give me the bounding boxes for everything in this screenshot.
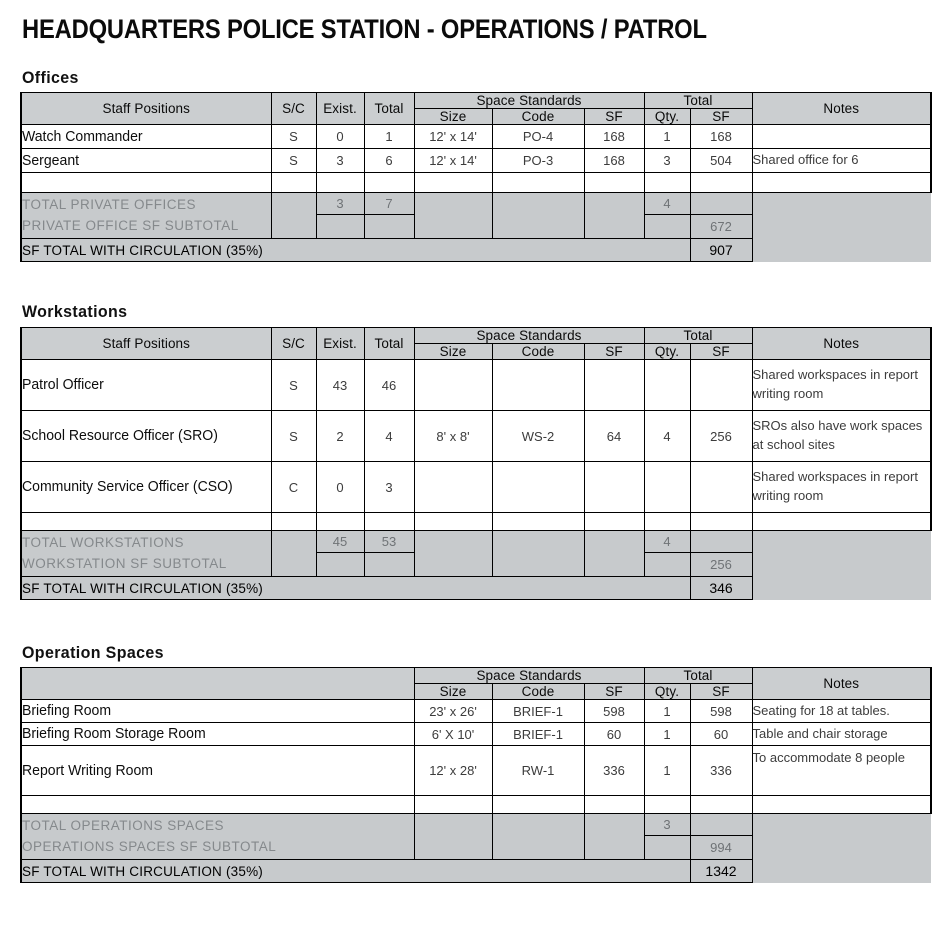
row-sf: 336: [584, 746, 644, 796]
row-notes: [752, 513, 931, 531]
row-exist: [316, 513, 364, 531]
subtotal-total-spacer: [364, 553, 414, 577]
table-row: [21, 723, 931, 746]
row-name: [21, 173, 264, 193]
row-code: [492, 796, 584, 814]
row-total: 46: [364, 360, 414, 411]
row-name: Sergeant: [21, 149, 264, 173]
table-row: [21, 149, 931, 173]
subtotal-total-spacer: [364, 215, 414, 239]
subtotal-size-spacer: [414, 531, 492, 577]
subtotal-sf-value: 672: [690, 215, 752, 239]
row-qty: 1: [644, 125, 690, 149]
header-exist: Exist.: [316, 328, 364, 360]
row-sc: S: [271, 149, 316, 173]
header-space-standards: Space Standards: [414, 93, 644, 109]
header-total: Total: [364, 328, 414, 360]
row-code: [492, 360, 584, 411]
row-name: Report Writing Room: [21, 746, 402, 796]
section-title-workstations: Workstations: [22, 302, 128, 321]
row-code: [492, 462, 584, 513]
subtotal-sf-top-spacer: [690, 531, 752, 553]
row-sc: S: [271, 125, 316, 149]
circulation-label: SF TOTAL WITH CIRCULATION (35%): [21, 239, 690, 262]
subtotal-exist: 45: [316, 531, 364, 553]
header-total-group: Total: [644, 93, 752, 109]
table-row: [21, 513, 931, 531]
header-code: Code: [492, 109, 584, 125]
row-name: School Resource Officer (SRO): [21, 411, 264, 462]
row-name: Watch Commander: [21, 125, 264, 149]
row-total: [364, 513, 414, 531]
header-staff-positions: Staff Positions: [21, 328, 271, 360]
row-total-sf: 168: [690, 125, 752, 149]
row-code: [492, 513, 584, 531]
subtotal-code-spacer: [492, 193, 584, 239]
row-exist: 0: [316, 125, 364, 149]
row-exist: [316, 173, 364, 193]
row-size: 23' x 26': [414, 700, 492, 723]
subtotal-notes-blank: [752, 814, 931, 883]
subtotal-labels: [21, 814, 414, 860]
row-total-sf: [690, 360, 752, 411]
table-row: [21, 125, 931, 149]
subtotal-qty-spacer: [644, 553, 690, 577]
header-space-standards: Space Standards: [414, 668, 644, 684]
row-notes: To accommodate 8 people: [752, 746, 931, 796]
subtotal-total: 7: [364, 193, 414, 215]
subtotal-sc-spacer: [271, 531, 316, 577]
section-title-offices: Offices: [22, 68, 79, 87]
row-notes: [752, 796, 931, 814]
row-total: 4: [364, 411, 414, 462]
row-sf: 64: [584, 411, 644, 462]
row-exist: 2: [316, 411, 364, 462]
header-sc: S/C: [271, 328, 316, 360]
row-total-sf: 256: [690, 411, 752, 462]
table-row: [21, 462, 931, 513]
header-size: Size: [414, 109, 492, 125]
row-code: [492, 173, 584, 193]
row-name: [21, 513, 264, 531]
subtotal-qty: 3: [644, 814, 690, 836]
row-size: 8' x 8': [414, 411, 492, 462]
row-size: 12' x 14': [414, 149, 492, 173]
row-notes: Table and chair storage: [752, 723, 931, 746]
subtotal-exist: 3: [316, 193, 364, 215]
row-code: PO-3: [492, 149, 584, 173]
header-notes: Notes: [752, 93, 931, 125]
table-row: [21, 700, 931, 723]
row-notes: Shared workspaces in report writing room: [752, 462, 931, 513]
row-name: Briefing Room: [21, 700, 402, 723]
subtotal-row-count: [21, 193, 931, 215]
workstations-header-row-1: [21, 328, 931, 344]
row-size: [414, 360, 492, 411]
page-title: HEADQUARTERS POLICE STATION - OPERATIONS / PATROL: [22, 14, 707, 44]
row-size: [414, 173, 492, 193]
table-row: [21, 360, 931, 411]
row-notes: SROs also have work spaces at school sites: [752, 411, 931, 462]
row-total-sf: 504: [690, 149, 752, 173]
row-total-sf: [690, 796, 752, 814]
row-notes: [752, 125, 931, 149]
circulation-value: 1342: [690, 860, 752, 883]
row-name: Patrol Officer: [21, 360, 264, 411]
row-size: [414, 796, 492, 814]
row-code: PO-4: [492, 125, 584, 149]
header-exist: Exist.: [316, 93, 364, 125]
subtotal-qty-spacer: [644, 836, 690, 860]
row-code: BRIEF-1: [492, 723, 584, 746]
subtotal-row-count: [21, 531, 931, 553]
row-name: [21, 796, 402, 814]
row-notes: [752, 173, 931, 193]
row-sf: [584, 513, 644, 531]
subtotal-sf-spacer: [584, 814, 644, 860]
header-total-sf: SF: [690, 109, 752, 125]
subtotal-code-spacer: [492, 531, 584, 577]
subtotal-exist-spacer: [316, 553, 364, 577]
subtotal-labels: [21, 193, 271, 239]
row-size: [414, 513, 492, 531]
row-total: [364, 173, 414, 193]
offices-table: [20, 92, 932, 262]
subtotal-sf-label: OPERATIONS SPACES SF SUBTOTAL: [22, 838, 277, 854]
header-total-sf: SF: [690, 344, 752, 360]
row-name: Briefing Room Storage Room: [21, 723, 402, 746]
row-sf: [584, 173, 644, 193]
row-sc: [271, 513, 316, 531]
row-sf: [584, 796, 644, 814]
header-staff-positions: Staff Positions: [21, 93, 271, 125]
subtotal-row-count: [21, 814, 931, 836]
subtotal-exist-spacer: [316, 215, 364, 239]
row-exist: 3: [316, 149, 364, 173]
table-row: [21, 796, 931, 814]
header-sc: S/C: [271, 93, 316, 125]
row-sf: 168: [584, 149, 644, 173]
subtotal-count-label: TOTAL WORKSTATIONS: [22, 534, 185, 550]
row-total-sf: 60: [690, 723, 752, 746]
row-size: 12' x 28': [414, 746, 492, 796]
header-qty: Qty.: [644, 109, 690, 125]
header-first-col: [21, 668, 414, 700]
subtotal-labels: [21, 531, 271, 577]
subtotal-sf-spacer: [584, 193, 644, 239]
operation-spaces-header-row-1: [21, 668, 931, 684]
header-notes: Notes: [752, 328, 931, 360]
row-sc: [271, 173, 316, 193]
circulation-value: 907: [690, 239, 752, 262]
row-total-sf: [690, 173, 752, 193]
subtotal-qty: 4: [644, 193, 690, 215]
row-qty: 4: [644, 411, 690, 462]
circulation-value: 346: [690, 577, 752, 600]
subtotal-size-spacer: [414, 814, 492, 860]
circulation-label: SF TOTAL WITH CIRCULATION (35%): [21, 860, 690, 883]
row-qty: [644, 360, 690, 411]
subtotal-total: 53: [364, 531, 414, 553]
row-total: 6: [364, 149, 414, 173]
subtotal-sf-label: PRIVATE OFFICE SF SUBTOTAL: [22, 217, 239, 233]
row-sc: C: [271, 462, 316, 513]
offices-header-row-1: [21, 93, 931, 109]
row-qty: 1: [644, 746, 690, 796]
row-code: WS-2: [492, 411, 584, 462]
subtotal-sf-value: 994: [690, 836, 752, 860]
subtotal-notes-blank: [752, 193, 931, 262]
table-row: [21, 411, 931, 462]
subtotal-sf-spacer: [584, 531, 644, 577]
header-sf: SF: [584, 344, 644, 360]
row-qty: [644, 513, 690, 531]
header-sf: SF: [584, 109, 644, 125]
row-notes: Seating for 18 at tables.: [752, 700, 931, 723]
row-qty: [644, 796, 690, 814]
subtotal-count-label: TOTAL PRIVATE OFFICES: [22, 196, 197, 212]
row-sc: S: [271, 411, 316, 462]
header-code: Code: [492, 344, 584, 360]
row-notes: Shared workspaces in report writing room: [752, 360, 931, 411]
row-size: 12' x 14': [414, 125, 492, 149]
subtotal-qty: 4: [644, 531, 690, 553]
row-total-sf: [690, 462, 752, 513]
row-total-sf: 336: [690, 746, 752, 796]
row-qty: 1: [644, 700, 690, 723]
header-code: Code: [492, 684, 584, 700]
subtotal-sf-value: 256: [690, 553, 752, 577]
row-qty: 1: [644, 723, 690, 746]
header-notes: Notes: [752, 668, 931, 700]
table-row: [21, 173, 931, 193]
row-exist: 0: [316, 462, 364, 513]
row-sf: 598: [584, 700, 644, 723]
row-qty: [644, 462, 690, 513]
header-qty: Qty.: [644, 344, 690, 360]
row-sf: [584, 360, 644, 411]
row-qty: [644, 173, 690, 193]
subtotal-size-spacer: [414, 193, 492, 239]
operation-spaces-table: [20, 667, 932, 883]
header-size: Size: [414, 684, 492, 700]
row-sf: 60: [584, 723, 644, 746]
header-space-standards: Space Standards: [414, 328, 644, 344]
subtotal-qty-spacer: [644, 215, 690, 239]
row-size: 6' X 10': [414, 723, 492, 746]
row-code: BRIEF-1: [492, 700, 584, 723]
header-total-sf: SF: [690, 684, 752, 700]
workstations-table: [20, 327, 932, 600]
subtotal-code-spacer: [492, 814, 584, 860]
row-name: Community Service Officer (CSO): [21, 462, 264, 513]
row-notes: Shared office for 6: [752, 149, 931, 173]
subtotal-count-label: TOTAL OPERATIONS SPACES: [22, 817, 225, 833]
row-total-sf: 598: [690, 700, 752, 723]
subtotal-sf-label: WORKSTATION SF SUBTOTAL: [22, 555, 227, 571]
row-size: [414, 462, 492, 513]
section-title-operation-spaces: Operation Spaces: [22, 643, 164, 662]
row-total-sf: [690, 513, 752, 531]
circulation-label: SF TOTAL WITH CIRCULATION (35%): [21, 577, 690, 600]
subtotal-notes-blank: [752, 531, 931, 600]
header-total: Total: [364, 93, 414, 125]
row-sc: S: [271, 360, 316, 411]
table-row: [21, 746, 931, 796]
row-exist: 43: [316, 360, 364, 411]
row-total: 1: [364, 125, 414, 149]
row-sf: [584, 462, 644, 513]
header-total-group: Total: [644, 328, 752, 344]
subtotal-sf-top-spacer: [690, 814, 752, 836]
row-qty: 3: [644, 149, 690, 173]
header-total-group: Total: [644, 668, 752, 684]
row-total: 3: [364, 462, 414, 513]
header-sf: SF: [584, 684, 644, 700]
subtotal-sc-spacer: [271, 193, 316, 239]
header-size: Size: [414, 344, 492, 360]
subtotal-sf-top-spacer: [690, 193, 752, 215]
row-sf: 168: [584, 125, 644, 149]
header-qty: Qty.: [644, 684, 690, 700]
row-code: RW-1: [492, 746, 584, 796]
